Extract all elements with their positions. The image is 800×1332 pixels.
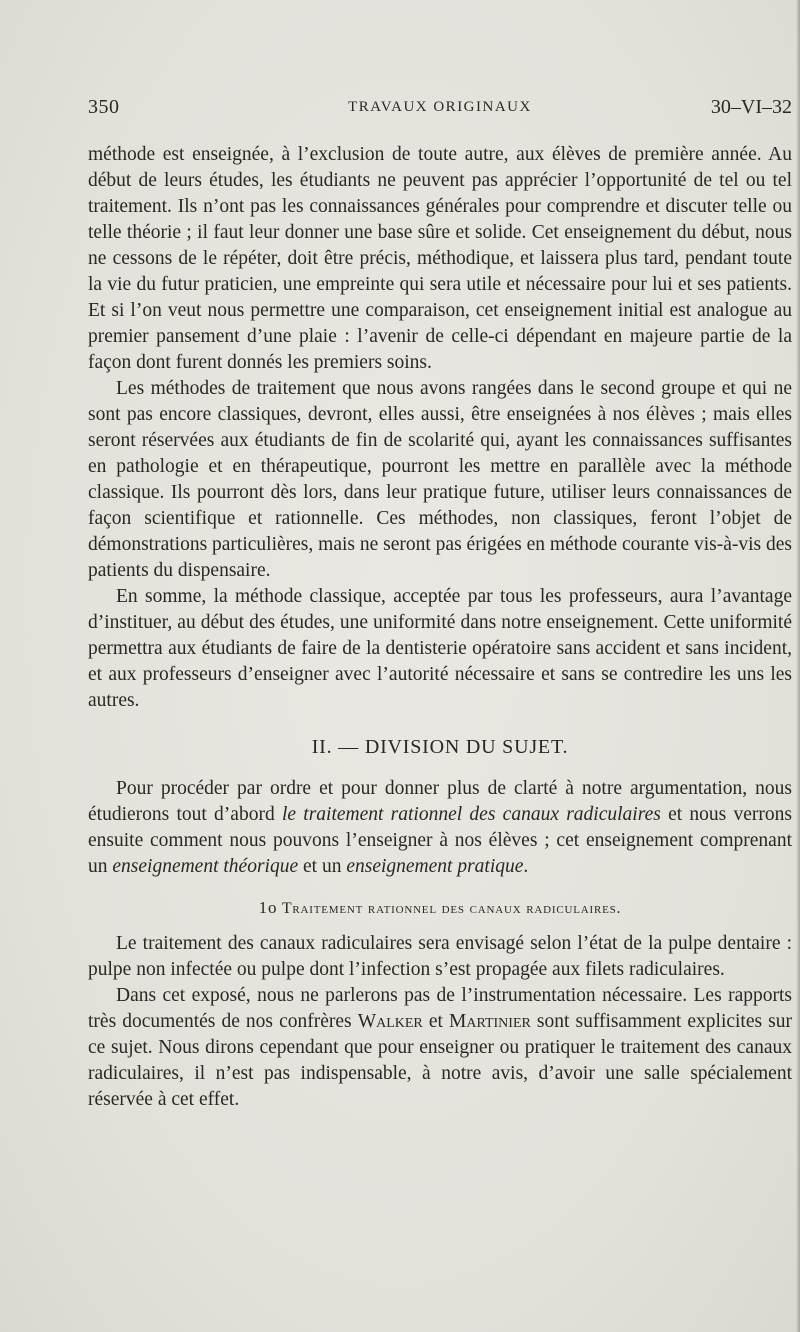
paragraph-division: [88, 776, 792, 880]
text-run: .: [523, 856, 529, 877]
emphasis-practical-teaching: enseignement pratique: [346, 856, 524, 877]
text-run: et un: [298, 856, 347, 877]
paragraph-summary: En somme, la méthode classique, acceptée par tous les professeurs, aura l’avantage d’instituer, au début des études, une uniformité dans notre enseignement. Cette uniformité permettra aux étudiants de faire de la dentisterie opératoire sans accident et sans incident, et aux professeurs d’enseigner avec l’autorité nécessaire et sans se contredire les uns les autres.: [88, 586, 792, 711]
subsection-number: 1o: [258, 898, 278, 917]
text-run: et: [422, 1011, 450, 1032]
author-name-walker: Walker: [357, 1011, 423, 1032]
text-run: sont suffisamment explicites sur ce sujet. Nous dirons cependant que pour enseigner ou pratiquer le traitement des canaux radiculaires, il n’est pas indispensable, à notre avis, d’avoir une salle spécialement réservée à cet effet.: [88, 1011, 793, 1110]
article-body: [88, 142, 792, 1113]
text-run: et nous verrons ensuite comment nous pouvons l’enseigner à nos élèves ; cet enseignement comprenant un: [88, 804, 792, 877]
paragraph-pulp-state: Le traitement des canaux radiculaires sera envisagé selon l’état de la pulpe dentaire : pulpe non infectée ou pulpe dont l’infection s’est propagée aux filets radiculaires.: [88, 933, 792, 980]
author-name-martinier: Martinier: [449, 1011, 531, 1032]
page-number: 350: [88, 96, 120, 118]
emphasis-rational-treatment: le traitement rationnel des canaux radiculaires: [281, 804, 661, 825]
subsection-title: Traitement rationnel des canaux radiculaires.: [281, 900, 622, 917]
emphasis-theoretical-teaching: enseignement théorique: [112, 856, 299, 877]
subsection-heading: [88, 896, 792, 921]
text-run: Pour procéder par ordre et pour donner plus de clarté à notre argumentation, nous étudierons tout d’abord: [88, 778, 792, 825]
header-date: 30–VI–32: [710, 96, 792, 118]
running-head: [88, 96, 792, 124]
section-heading: II. — DIVISION DU SUJET.: [311, 736, 569, 758]
paragraph-continuation: méthode est enseignée, à l’exclusion de toute autre, aux élèves de première année. Au début de leurs études, les étudiants ne peuvent pas apprécier l’opportunité de tel ou tel traitement. Ils n’ont pas les connaissances générales pour comprendre et discuter telle ou telle théorie ; il faut leur donner une base sûre et solide. Cet enseignement du début, nous ne cessons de le répéter, doit être précis, méthodique, et laissera plus tard, pendant toute la vie du futur praticien, une empreinte qui sera utile et nécessaire pour lui et ses patients. Et si l’on veut nous permettre une comparaison, cet enseignement initial est analogue au premier pansement d’une plaie : l’avenir de celle-ci dépendant en majeure partie de la façon dont furent donnés les premiers soins.: [88, 144, 792, 373]
running-title: TRAVAUX ORIGINAUX: [348, 99, 532, 115]
paragraph-methods-second-group: Les méthodes de traitement que nous avons rangées dans le second groupe et qui ne sont pas encore classiques, devront, elles aussi, être enseignées à nos élèves ; mais elles seront réservées aux étudiants de fin de scolarité qui, ayant les connaissances suffisantes en pathologie et en thérapeutique, pourront les mettre en parallèle avec la méthode classique. Ils pourront dès lors, dans leur pratique future, utiliser leurs connaissances de façon scientifique et rationnelle. Ces méthodes, non classiques, feront l’objet de démonstrations particulières, mais ne seront pas érigées en méthode courante vis-à-vis des patients du dispensaire.: [88, 378, 792, 581]
page-edge-shadow: [796, 0, 800, 1332]
paragraph-instrumentation: [88, 983, 792, 1113]
text-run: Dans cet exposé, nous ne parlerons pas de l’instrumentation nécessaire. Les rapports très documentés de nos confrères: [88, 985, 792, 1032]
